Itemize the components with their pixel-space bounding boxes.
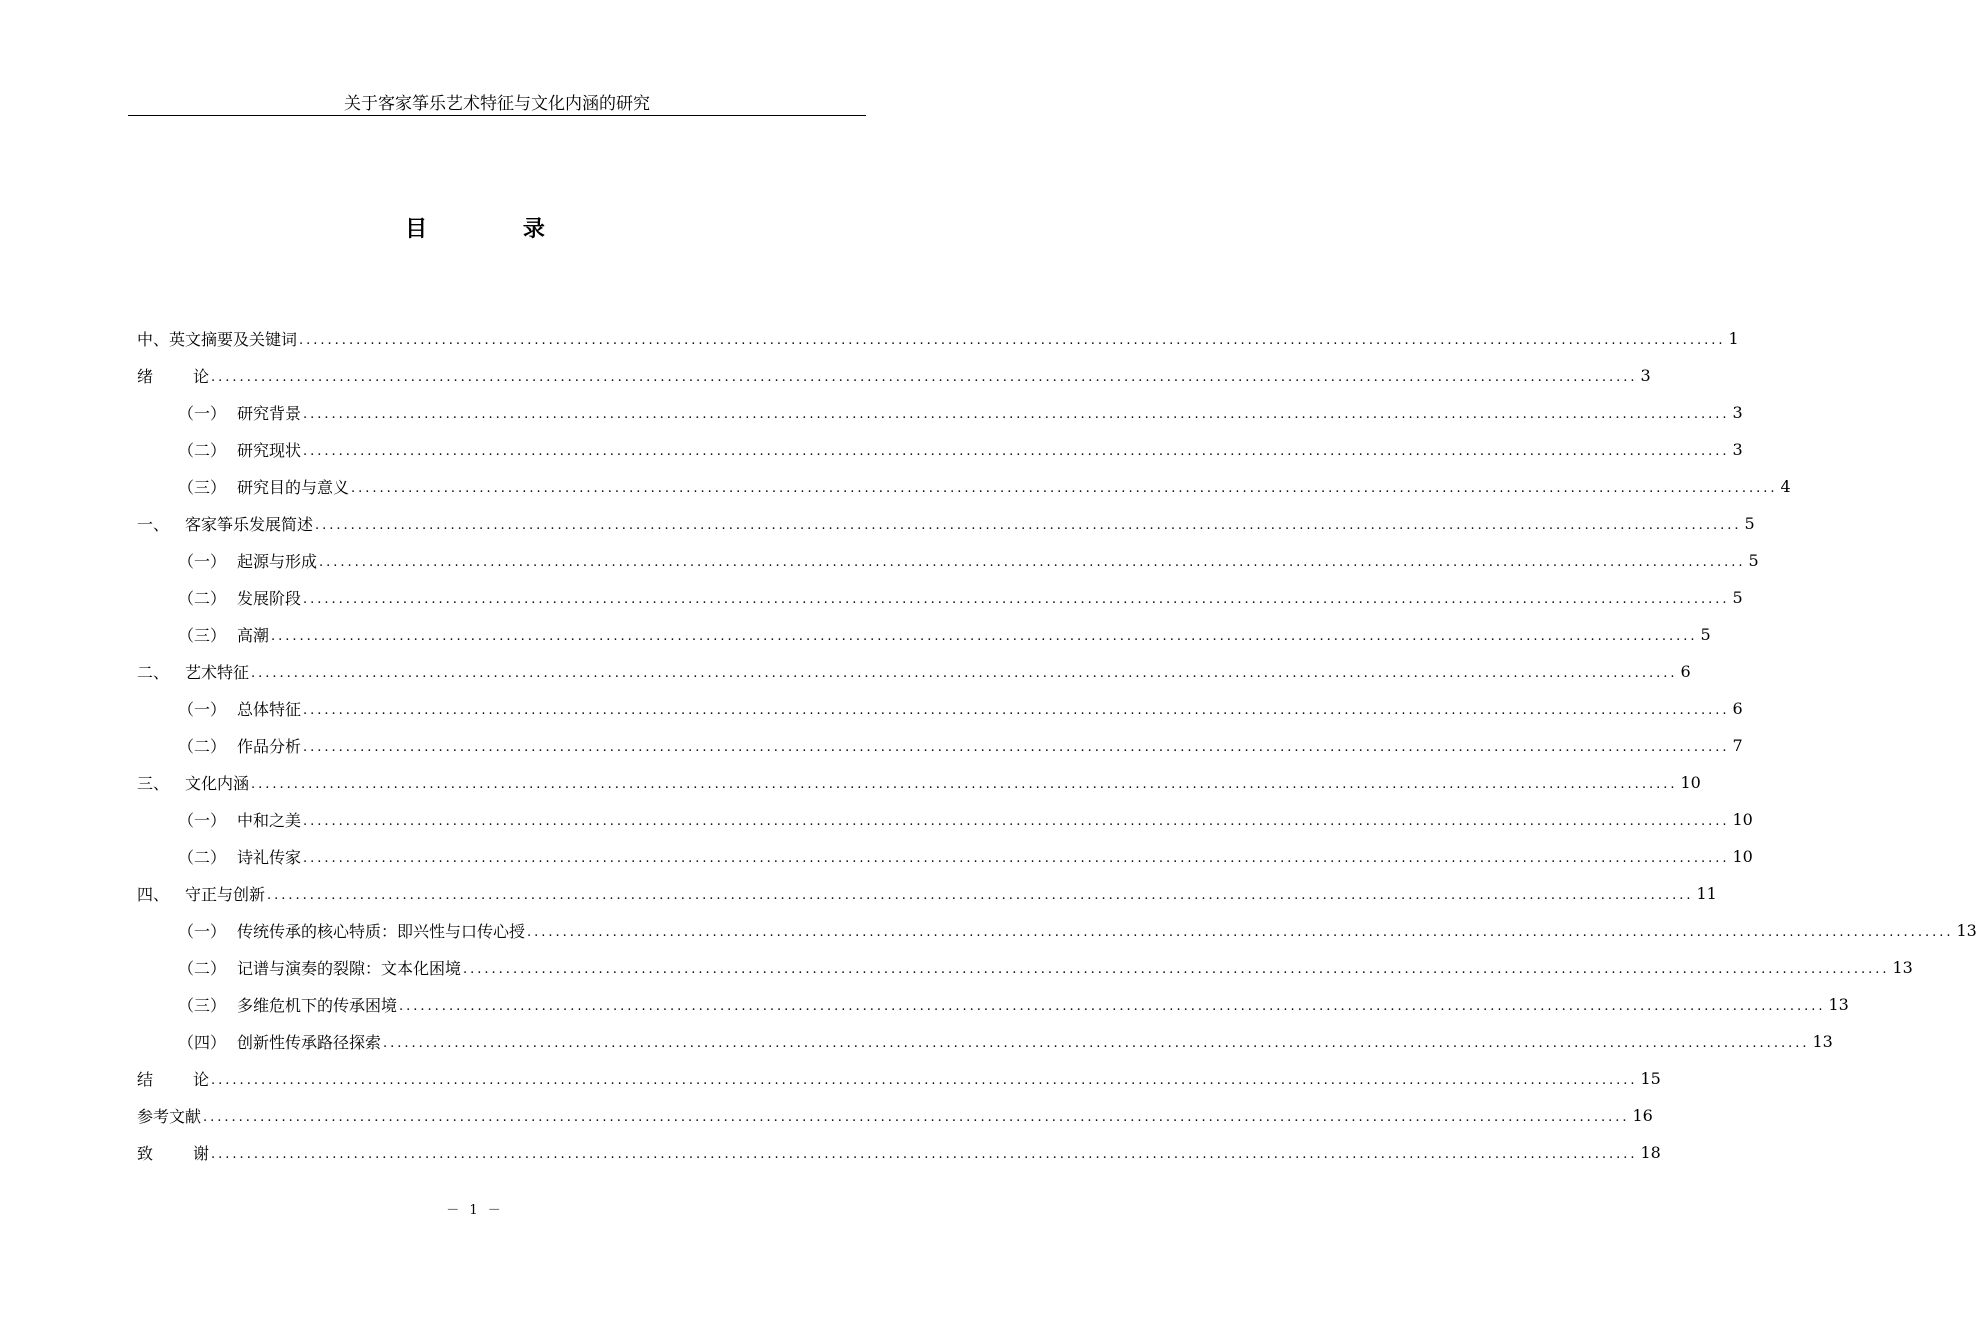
toc-entry-page: 13 <box>1956 921 1977 940</box>
toc-entry-page: 7 <box>1732 736 1743 755</box>
toc-entry[interactable] <box>137 431 1743 468</box>
toc-entry[interactable] <box>137 1023 1833 1060</box>
toc-dot-leader: ........................................................................................................................................................................................................ <box>211 1146 1638 1162</box>
toc-entry-page: 13 <box>1892 958 1913 977</box>
toc-entry[interactable] <box>137 690 1743 727</box>
toc-entry-page: 18 <box>1640 1143 1661 1162</box>
toc-entry-page: 13 <box>1828 995 1849 1014</box>
toc-entry[interactable] <box>137 801 1753 838</box>
toc-entry-label: 传统传承的核心特质：即兴性与口传心授 <box>237 922 526 941</box>
toc-entry-number: （一） <box>178 922 227 941</box>
toc-entry-label: 研究现状 <box>237 441 302 460</box>
toc-entry-number: （三） <box>178 478 227 497</box>
toc-entry[interactable] <box>137 986 1849 1023</box>
toc-entry[interactable] <box>137 875 1717 912</box>
toc-dot-leader: ........................................................................................................................................................................................................ <box>319 554 1746 570</box>
toc-entry-number: （二） <box>178 441 227 460</box>
toc-entry[interactable] <box>137 838 1753 875</box>
toc-entry-label-end: 谢 <box>193 1144 210 1163</box>
toc-entry-label: 研究背景 <box>237 404 302 423</box>
toc-entry-number: （二） <box>178 589 227 608</box>
toc-entry-number: （一） <box>178 552 227 571</box>
toc-entry-page: 11 <box>1696 884 1717 903</box>
running-header-title: 关于客家筝乐艺术特征与文化内涵的研究 <box>344 94 650 114</box>
toc-entry-number: 二、 <box>137 663 170 682</box>
toc-entry[interactable] <box>137 1097 1653 1134</box>
toc-entry[interactable] <box>137 764 1701 801</box>
toc-dot-leader: ........................................................................................................................................................................................................ <box>299 332 1726 348</box>
toc-entry[interactable] <box>137 579 1743 616</box>
toc-entry-page: 5 <box>1700 625 1711 644</box>
toc-entry-label: 总体特征 <box>237 700 302 719</box>
toc-entry-number: （三） <box>178 626 227 645</box>
toc-entry-label: 客家筝乐发展简述 <box>185 515 314 534</box>
toc-entry[interactable] <box>137 320 1739 357</box>
toc-entry-number: （二） <box>178 848 227 867</box>
toc-entry-number: （四） <box>178 1033 227 1052</box>
toc-dot-leader: ........................................................................................................................................................................................................ <box>527 924 1954 940</box>
toc-dot-leader: ........................................................................................................................................................................................................ <box>303 443 1730 459</box>
toc-entry-label: 文化内涵 <box>185 774 250 793</box>
toc-dot-leader: ........................................................................................................................................................................................................ <box>303 591 1730 607</box>
toc-entry-page: 10 <box>1732 847 1753 866</box>
toc-dot-leader: ........................................................................................................................................................................................................ <box>303 850 1730 866</box>
toc-entry-page: 1 <box>1728 329 1739 348</box>
toc-dot-leader: ........................................................................................................................................................................................................ <box>267 887 1694 903</box>
toc-entry[interactable] <box>137 505 1755 542</box>
toc-dot-leader: ........................................................................................................................................................................................................ <box>383 1035 1810 1051</box>
toc-entry[interactable] <box>137 357 1651 394</box>
toc-dot-leader: ........................................................................................................................................................................................................ <box>303 813 1730 829</box>
toc-entry-number: （三） <box>178 996 227 1015</box>
toc-dot-leader: ........................................................................................................................................................................................................ <box>251 776 1678 792</box>
page-number: － 1 － <box>446 1203 504 1218</box>
toc-entry-label: 艺术特征 <box>185 663 250 682</box>
toc-entry-page: 10 <box>1732 810 1753 829</box>
toc-entry-page: 3 <box>1732 403 1743 422</box>
toc-entry-label-end: 论 <box>193 367 210 386</box>
toc-entry-label: 创新性传承路径探索 <box>237 1033 382 1052</box>
toc-entry-label: 诗礼传家 <box>237 848 302 867</box>
toc-entry-label: 记谱与演奏的裂隙：文本化困境 <box>237 959 462 978</box>
toc-entry-page: 5 <box>1732 588 1743 607</box>
toc-entry[interactable] <box>137 949 1913 986</box>
toc-dot-leader: ........................................................................................................................................................................................................ <box>271 628 1698 644</box>
toc-entry-number: 一、 <box>137 515 170 534</box>
toc-entry-label: 结 <box>137 1070 194 1089</box>
toc-dot-leader: ........................................................................................................................................................................................................ <box>463 961 1890 977</box>
toc-entry-label: 绪 <box>137 367 194 386</box>
toc-entry-page: 13 <box>1812 1032 1833 1051</box>
toc-entry-label: 参考文献 <box>137 1107 202 1126</box>
toc-dot-leader: ........................................................................................................................................................................................................ <box>303 739 1730 755</box>
toc-entry[interactable] <box>137 912 1977 949</box>
toc-dot-leader: ........................................................................................................................................................................................................ <box>399 998 1826 1014</box>
toc-entry[interactable] <box>137 394 1743 431</box>
toc-entry-page: 16 <box>1632 1106 1653 1125</box>
toc-entry[interactable] <box>137 542 1759 579</box>
toc-entry-label: 多维危机下的传承困境 <box>237 996 398 1015</box>
toc-entry-label: 起源与形成 <box>237 552 318 571</box>
toc-entry-label: 发展阶段 <box>237 589 302 608</box>
toc-entry-label-end: 论 <box>193 1070 210 1089</box>
toc-dot-leader: ........................................................................................................................................................................................................ <box>251 665 1678 681</box>
toc-entry-number: （一） <box>178 404 227 423</box>
toc-entry-page: 6 <box>1680 662 1691 681</box>
toc-entry-page: 3 <box>1732 440 1743 459</box>
toc-entry-number: （二） <box>178 959 227 978</box>
toc-entry-number: （一） <box>178 700 227 719</box>
toc-entry-page: 4 <box>1780 477 1791 496</box>
table-of-contents <box>137 320 1977 1171</box>
toc-dot-leader: ........................................................................................................................................................................................................ <box>203 1109 1630 1125</box>
toc-entry[interactable] <box>137 1134 1661 1171</box>
toc-dot-leader: ........................................................................................................................................................................................................ <box>315 517 1742 533</box>
toc-entry-page: 3 <box>1640 366 1651 385</box>
toc-entry-number: （二） <box>178 737 227 756</box>
toc-entry-number: （一） <box>178 811 227 830</box>
toc-entry[interactable] <box>137 727 1743 764</box>
toc-entry-number: 三、 <box>137 774 170 793</box>
toc-entry-page: 5 <box>1744 514 1755 533</box>
toc-entry[interactable] <box>137 1060 1661 1097</box>
toc-entry-label: 作品分析 <box>237 737 302 756</box>
toc-entry-number: 四、 <box>137 885 170 904</box>
toc-entry-page: 15 <box>1640 1069 1661 1088</box>
toc-entry-label: 致 <box>137 1144 194 1163</box>
toc-dot-leader: ........................................................................................................................................................................................................ <box>211 1072 1638 1088</box>
header-divider <box>128 115 866 116</box>
toc-entry-label: 中和之美 <box>237 811 302 830</box>
toc-entry-label: 守正与创新 <box>185 885 266 904</box>
toc-entry-page: 5 <box>1748 551 1759 570</box>
toc-entry-page: 10 <box>1680 773 1701 792</box>
toc-entry-page: 6 <box>1732 699 1743 718</box>
toc-title: 目 录 <box>405 216 589 242</box>
toc-dot-leader: ........................................................................................................................................................................................................ <box>351 480 1778 496</box>
toc-entry[interactable] <box>137 616 1711 653</box>
toc-entry[interactable] <box>137 468 1791 505</box>
toc-dot-leader: ........................................................................................................................................................................................................ <box>303 702 1730 718</box>
toc-dot-leader: ........................................................................................................................................................................................................ <box>303 406 1730 422</box>
toc-entry[interactable] <box>137 653 1691 690</box>
toc-entry-label: 研究目的与意义 <box>237 478 350 497</box>
toc-dot-leader: ........................................................................................................................................................................................................ <box>211 369 1638 385</box>
toc-entry-label: 中、英文摘要及关键词 <box>137 330 298 349</box>
toc-entry-label: 高潮 <box>237 626 270 645</box>
